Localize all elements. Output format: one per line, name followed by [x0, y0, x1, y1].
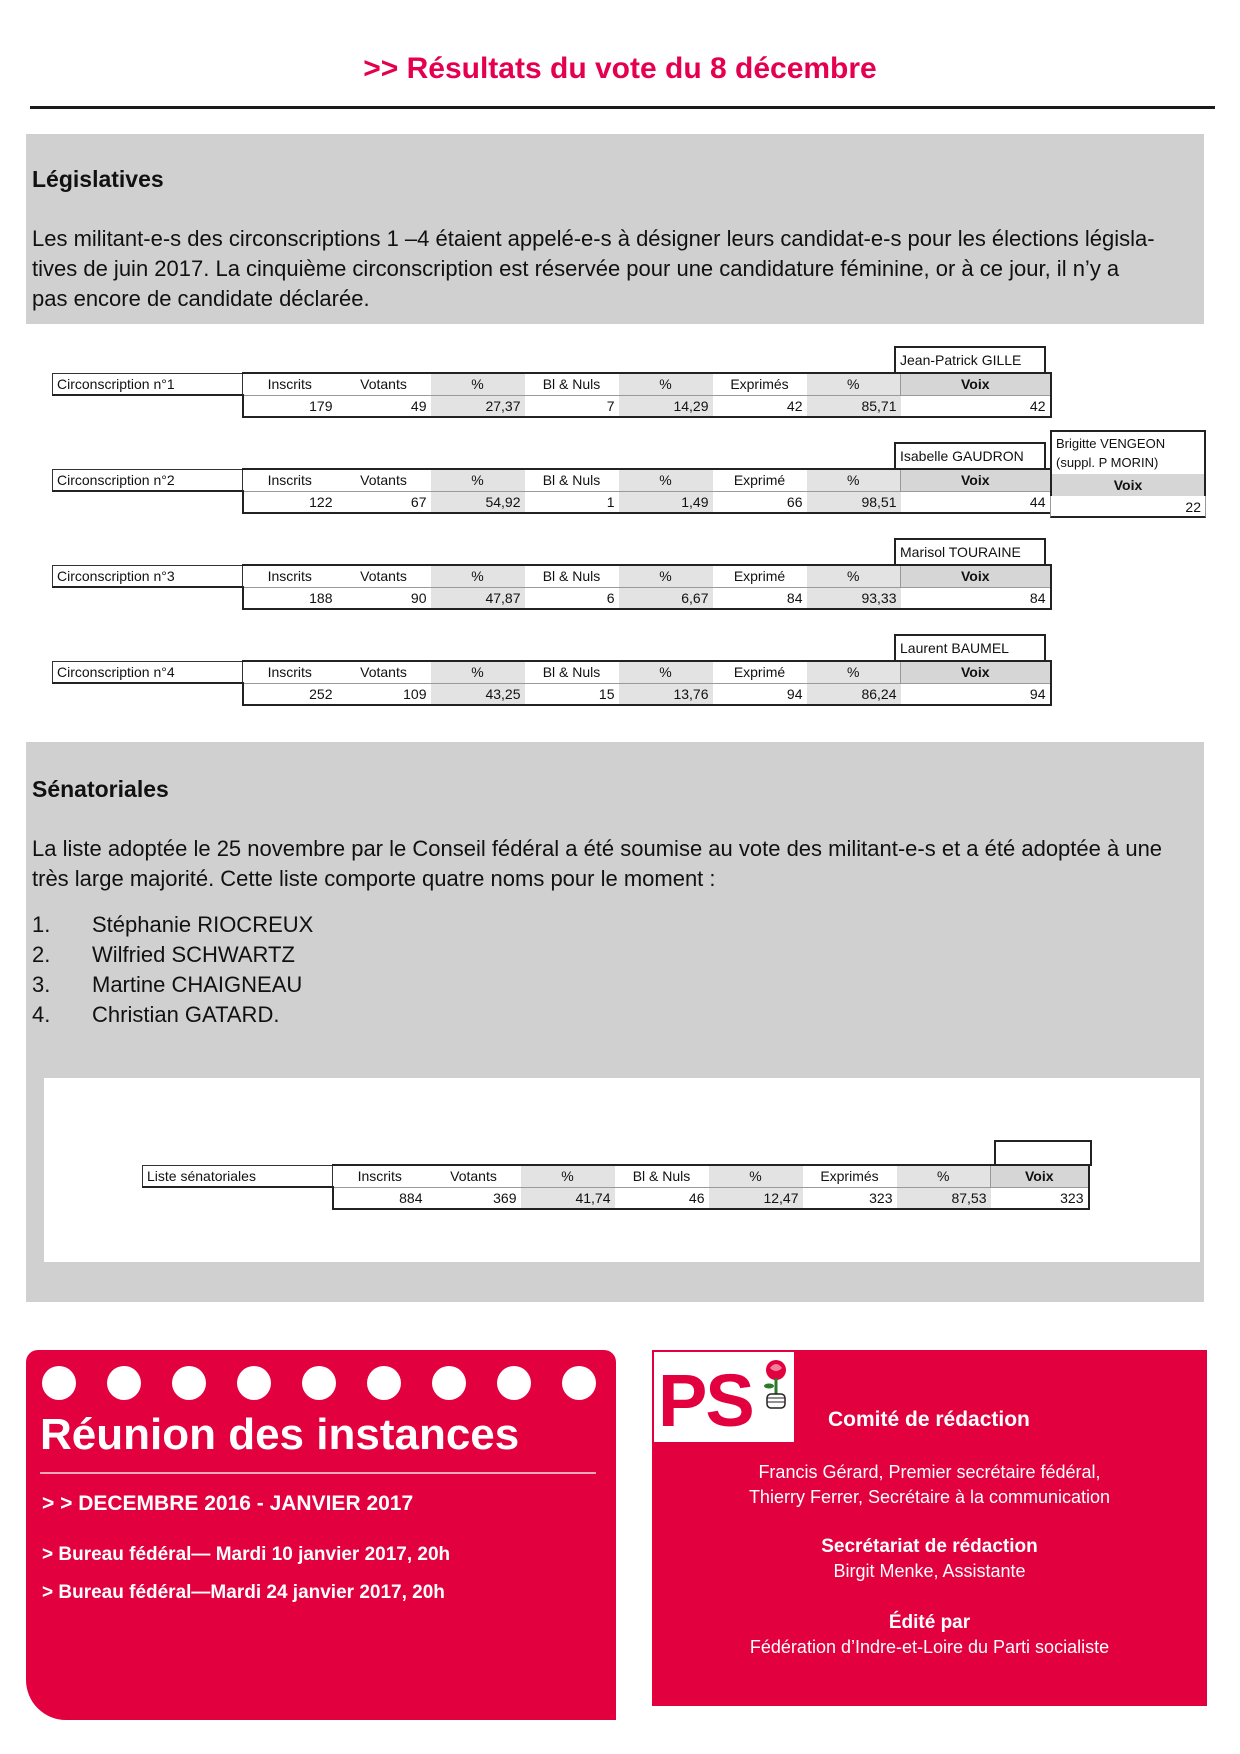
list-number: 1. — [32, 912, 51, 937]
table-col: Bl & Nuls — [525, 373, 619, 395]
extra-candidate-voix-header: Voix — [1050, 474, 1206, 496]
table-cell: 84 — [713, 587, 807, 609]
circonscription-label: Circonscription n°1 — [53, 373, 243, 395]
table-row — [53, 683, 1051, 705]
table-col: Exprimé — [713, 661, 807, 683]
edite-name: Fédération d’Indre-et-Loire du Parti socialiste — [749, 1637, 1110, 1657]
dot-icon — [42, 1366, 76, 1400]
table-row — [53, 587, 1051, 609]
table-empty-cell — [53, 683, 243, 705]
table-col: Votants — [337, 661, 431, 683]
secretariat-name: Birgit Menke, Assistante — [833, 1561, 1026, 1581]
table-col: Bl & Nuls — [615, 1165, 709, 1187]
table-cell: 42 — [901, 395, 1051, 417]
table-cell: 27,37 — [431, 395, 525, 417]
table-empty-cell — [53, 491, 243, 513]
comite-card — [652, 1350, 1207, 1706]
table-col: Votants — [427, 1165, 521, 1187]
table-cell: 188 — [243, 587, 337, 609]
table-cell: 47,87 — [431, 587, 525, 609]
table-col: % — [431, 565, 525, 587]
table-cell: 12,47 — [709, 1187, 803, 1209]
candidate-name-box: Marisol TOURAINE — [894, 538, 1046, 564]
table-cell: 14,29 — [619, 395, 713, 417]
rose-fist-icon — [758, 1358, 794, 1414]
table-cell: 94 — [713, 683, 807, 705]
table-col: Voix — [901, 469, 1051, 491]
extra-candidate-box — [1050, 430, 1206, 518]
table-cell: 67 — [337, 491, 431, 513]
table-col: Exprimé — [713, 469, 807, 491]
legislatives-para-line: Les militant-e-s des circonscriptions 1 –4 étaient appelé-e-s à désigner leurs candidat-e-s pour les élections législa- — [32, 226, 1155, 251]
list-number: 4. — [32, 1002, 51, 1027]
table-cell: 13,76 — [619, 683, 713, 705]
table-col: % — [521, 1165, 615, 1187]
table-col: Inscrits — [243, 373, 337, 395]
table-col: % — [619, 469, 713, 491]
instances-line: > Bureau fédéral—Mardi 24 janvier 2017, 20h — [42, 1582, 445, 1603]
senatoriales-paragraph — [32, 834, 1204, 894]
instances-title: Réunion des instances — [40, 1410, 520, 1459]
list-number: 3. — [32, 972, 51, 997]
table-col: Bl & Nuls — [525, 469, 619, 491]
table-cell: 54,92 — [431, 491, 525, 513]
instances-card — [26, 1350, 616, 1720]
secretariat-title: Secrétariat de rédaction — [821, 1536, 1038, 1557]
table-col: Voix — [901, 373, 1051, 395]
dot-icon — [237, 1366, 271, 1400]
table-col: % — [807, 373, 901, 395]
table-row — [53, 491, 1051, 513]
list-item — [32, 940, 313, 970]
table-cell: 15 — [525, 683, 619, 705]
dot-icon — [497, 1366, 531, 1400]
table-col: Exprimés — [803, 1165, 897, 1187]
comite-title: Comité de rédaction — [828, 1408, 1030, 1431]
table-col: Votants — [337, 373, 431, 395]
header-divider — [30, 106, 1215, 109]
dot-icon — [302, 1366, 336, 1400]
decorative-dots — [42, 1366, 616, 1400]
table-col: % — [619, 565, 713, 587]
table-col: Inscrits — [333, 1165, 427, 1187]
list-item — [32, 970, 313, 1000]
dot-icon — [432, 1366, 466, 1400]
table-cell: 1 — [525, 491, 619, 513]
table-col: Voix — [991, 1165, 1089, 1187]
dot-icon — [172, 1366, 206, 1400]
candidate-name-box: Laurent BAUMEL — [894, 634, 1046, 660]
table-empty-cell — [143, 1187, 333, 1209]
table-cell: 7 — [525, 395, 619, 417]
legislatives-para-line: tives de juin 2017. La cinquième circonscription est réservée pour une candidature féminine, or à ce jour, il n’y a — [32, 256, 1120, 281]
table-cell: 94 — [901, 683, 1051, 705]
senatoriales-para-line: très large majorité. Cette liste comporte quatre noms pour le moment : — [32, 866, 716, 891]
table-col: Votants — [337, 565, 431, 587]
senatoriales-list — [32, 910, 313, 1030]
table-empty-cell — [53, 587, 243, 609]
senatoriales-heading: Sénatoriales — [32, 776, 169, 802]
table-cell: 252 — [243, 683, 337, 705]
list-name: Martine CHAIGNEAU — [92, 972, 303, 997]
list-item — [32, 1000, 313, 1030]
senatoriales-voix-header-box — [994, 1140, 1092, 1166]
dot-icon — [107, 1366, 141, 1400]
candidate-name-box: Isabelle GAUDRON — [894, 442, 1046, 468]
table-col: % — [807, 469, 901, 491]
page-title: >> Résultats du vote du 8 décembre — [363, 52, 877, 85]
table-cell: 46 — [615, 1187, 709, 1209]
extra-candidate-voix-value: 22 — [1050, 496, 1206, 518]
senatoriales-para-line: La liste adoptée le 25 novembre par le Conseil fédéral a été soumise au vote des militant-e-s et a été adoptée à une — [32, 836, 1163, 861]
table-header-row — [53, 469, 1051, 491]
table-col: % — [807, 565, 901, 587]
table-col: Bl & Nuls — [525, 661, 619, 683]
table-cell: 44 — [901, 491, 1051, 513]
table-cell: 90 — [337, 587, 431, 609]
table-col: % — [431, 469, 525, 491]
list-name: Christian GATARD. — [92, 1002, 280, 1027]
table-cell: 49 — [337, 395, 431, 417]
table-cell: 93,33 — [807, 587, 901, 609]
table-cell: 179 — [243, 395, 337, 417]
table-row — [143, 1187, 1089, 1209]
extra-candidate-suppl: (suppl. P MORIN) — [1056, 455, 1159, 470]
candidate-name-box: Jean-Patrick GILLE — [894, 346, 1046, 372]
comite-member: Thierry Ferrer, Secrétaire à la communication — [748, 1487, 1111, 1507]
comite-member: Francis Gérard, Premier secrétaire fédéral, — [758, 1462, 1101, 1482]
list-item — [32, 910, 313, 940]
table-cell: 84 — [901, 587, 1051, 609]
table-cell: 41,74 — [521, 1187, 615, 1209]
table-empty-cell — [53, 395, 243, 417]
table-col: Exprimé — [713, 565, 807, 587]
table-col: Inscrits — [243, 565, 337, 587]
instances-divider — [40, 1472, 596, 1474]
list-name: Wilfried SCHWARTZ — [92, 942, 295, 967]
list-name: Stéphanie RIOCREUX — [92, 912, 314, 937]
circonscription-table — [52, 660, 1052, 706]
table-cell: 98,51 — [807, 491, 901, 513]
table-cell: 109 — [337, 683, 431, 705]
extra-candidate-name — [1050, 430, 1206, 474]
table-col: % — [619, 661, 713, 683]
table-col: Voix — [901, 661, 1051, 683]
table-header-row — [53, 565, 1051, 587]
table-cell: 66 — [713, 491, 807, 513]
senatoriales-table — [142, 1164, 1090, 1210]
list-number: 2. — [32, 942, 51, 967]
table-cell: 323 — [991, 1187, 1089, 1209]
table-cell: 43,25 — [431, 683, 525, 705]
table-label: Liste sénatoriales — [143, 1165, 333, 1187]
table-cell: 87,53 — [897, 1187, 991, 1209]
table-cell: 42 — [713, 395, 807, 417]
ps-logo-text: PS — [658, 1359, 753, 1442]
dot-icon — [367, 1366, 401, 1400]
table-col: % — [709, 1165, 803, 1187]
dot-icon — [562, 1366, 596, 1400]
table-col: Voix — [901, 565, 1051, 587]
edite-title: Édité par — [888, 1612, 971, 1633]
table-cell: 1,49 — [619, 491, 713, 513]
table-col: % — [431, 373, 525, 395]
table-col: Bl & Nuls — [525, 565, 619, 587]
table-row — [53, 395, 1051, 417]
table-cell: 369 — [427, 1187, 521, 1209]
ps-logo — [654, 1352, 794, 1442]
table-cell: 6 — [525, 587, 619, 609]
table-col: Exprimés — [713, 373, 807, 395]
table-col: % — [431, 661, 525, 683]
table-header-row — [143, 1165, 1089, 1187]
table-col: Inscrits — [243, 661, 337, 683]
table-cell: 85,71 — [807, 395, 901, 417]
circonscription-table — [52, 468, 1052, 514]
legislatives-heading: Législatives — [32, 166, 164, 192]
table-col: Votants — [337, 469, 431, 491]
table-header-row — [53, 373, 1051, 395]
table-col: % — [807, 661, 901, 683]
instances-line: > Bureau fédéral— Mardi 10 janvier 2017, 20h — [42, 1544, 451, 1565]
circonscription-table — [52, 372, 1052, 418]
circonscription-label: Circonscription n°2 — [53, 469, 243, 491]
table-cell: 122 — [243, 491, 337, 513]
table-cell: 323 — [803, 1187, 897, 1209]
circonscription-label: Circonscription n°4 — [53, 661, 243, 683]
circonscription-label: Circonscription n°3 — [53, 565, 243, 587]
legislatives-paragraph — [32, 224, 1204, 314]
extra-candidate-name-line: Brigitte VENGEON — [1056, 436, 1166, 451]
instances-subtitle: > > DECEMBRE 2016 - JANVIER 2017 — [42, 1492, 414, 1515]
table-col: % — [897, 1165, 991, 1187]
circonscription-table — [52, 564, 1052, 610]
legislatives-para-line: pas encore de candidate déclarée. — [32, 286, 370, 311]
table-cell: 884 — [333, 1187, 427, 1209]
table-cell: 6,67 — [619, 587, 713, 609]
table-cell: 86,24 — [807, 683, 901, 705]
table-col: % — [619, 373, 713, 395]
table-col: Inscrits — [243, 469, 337, 491]
table-header-row — [53, 661, 1051, 683]
